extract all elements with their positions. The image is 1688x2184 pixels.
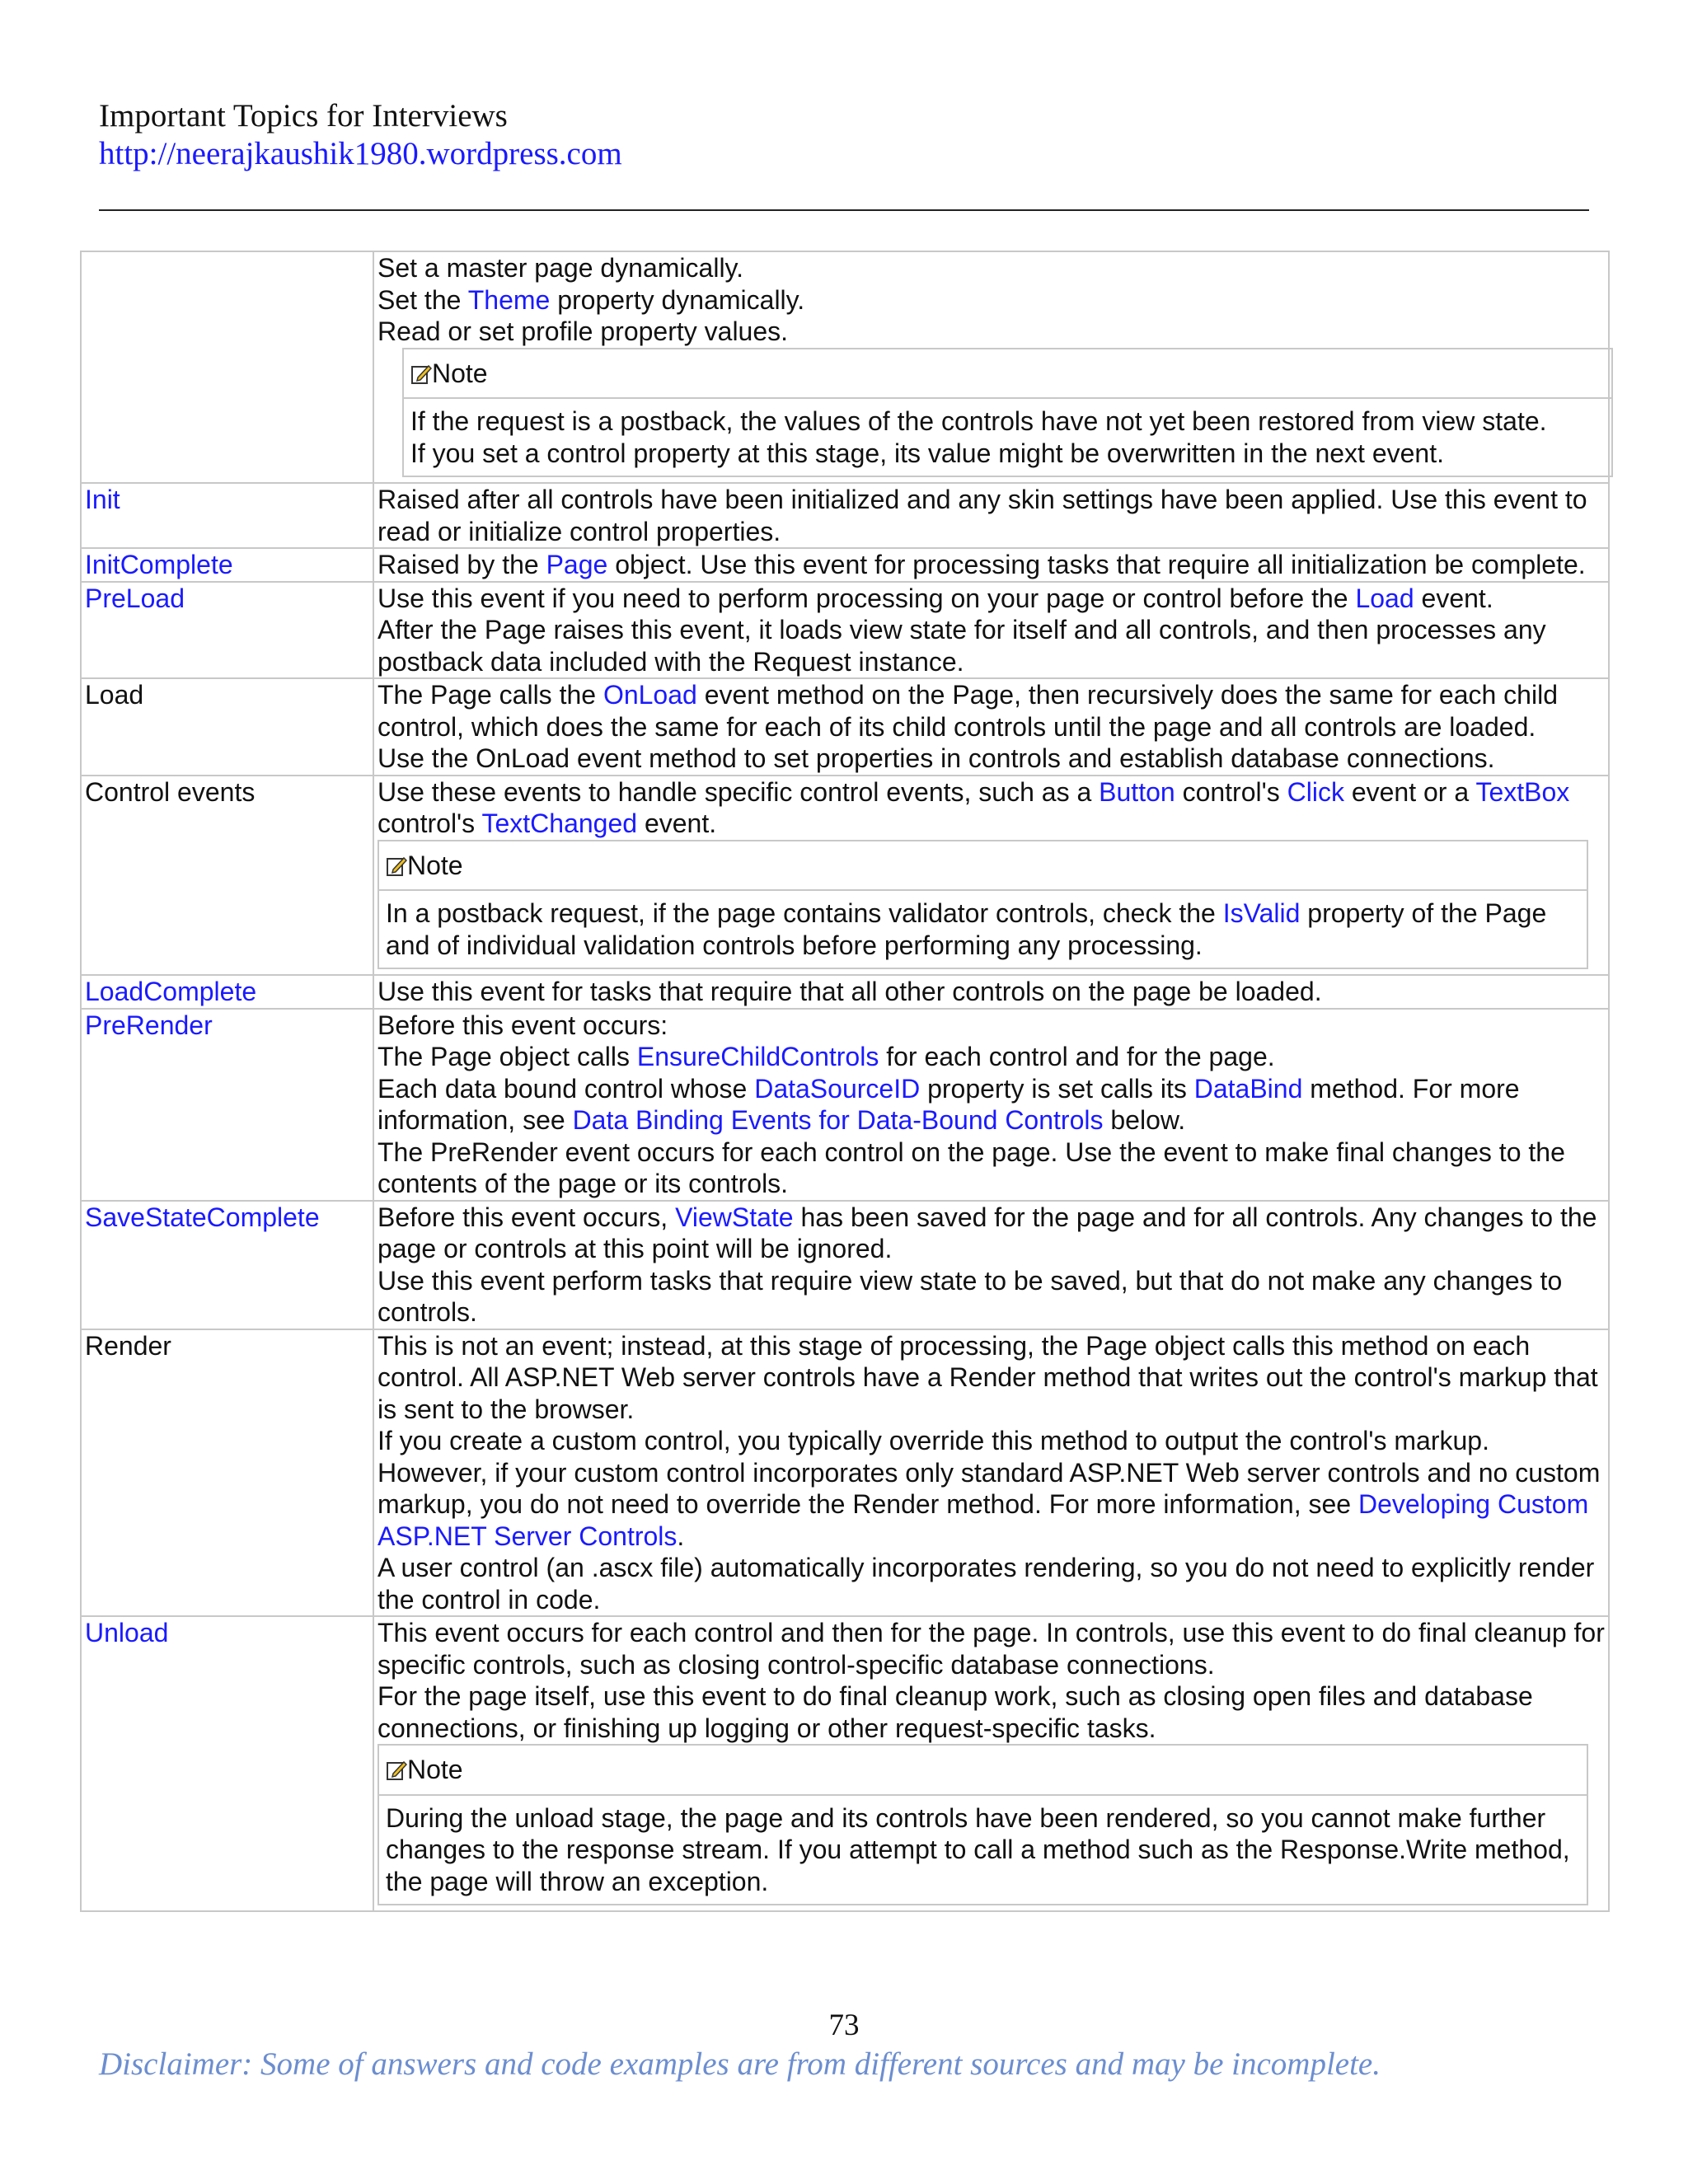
event-desc-cell: Raised after all controls have been initialized and any skin settings have been applied. Use this event to read or initialize control properties. bbox=[373, 483, 1609, 548]
note-body: During the unload stage, the page and its controls have been rendered, so you cannot make further changes to the response stream. If you attempt to call a method such as the Response.Write method, the page will throw an exception. bbox=[378, 1795, 1587, 1905]
note-body: In a postback request, if the page contains validator controls, check the IsValid property of the Page and of individual validation controls before performing any processing. bbox=[378, 890, 1587, 968]
event-desc-cell: This is not an event; instead, at this stage of processing, the Page object calls this method on each control. All ASP.NET Web server controls have a Render method that writes out the control's markup that is sent to the browser. If you create a custom control, you typically override this method to output the control's markup. However, if your custom control incorporates only standard ASP.NET Web server controls and no custom markup, you do not need to override the Render method. For more information, see Developing Custom ASP.NET Server Controls. A user control (an .ascx file) automatically incorporates rendering, so you do not need to explicitly render the control in code. bbox=[373, 1329, 1609, 1617]
table-row bbox=[81, 548, 1609, 582]
event-desc-cell: Before this event occurs: The Page object calls EnsureChildControls for each control and for the page. Each data bound control whose DataSourceID property is set calls its DataBind method. For more information, see Data Binding Events for Data-Bound Controls below. The PreRender event occurs for each control on the page. Use the event to make final changes to the contents of the page or its controls. bbox=[373, 1009, 1609, 1201]
note-pencil-icon bbox=[410, 363, 432, 385]
onload-link[interactable]: OnLoad bbox=[603, 680, 697, 710]
event-desc-cell: The Page calls the OnLoad event method on the Page, then recursively does the same for each child control, which does the same for each of its child controls until the page and all controls are loaded. Use the OnLoad event method to set properties in controls and establish database connections. bbox=[373, 678, 1609, 776]
button-link[interactable]: Button bbox=[1099, 776, 1175, 807]
event-name-cell bbox=[81, 251, 373, 483]
table-row bbox=[81, 1009, 1609, 1201]
event-desc-cell: Before this event occurs, ViewState has been saved for the page and for all controls. Any changes to the page or controls at this point will be ignored. Use this event perform tasks that require view state to be saved, but that do not make any changes to controls. bbox=[373, 1201, 1609, 1329]
page-link[interactable]: Page bbox=[546, 550, 608, 579]
note-header: Note bbox=[378, 841, 1587, 891]
developing-custom-controls-link[interactable]: Developing Custom ASP.NET Server Controls bbox=[377, 1489, 1589, 1551]
table-row bbox=[81, 1329, 1609, 1617]
table-row bbox=[81, 776, 1609, 976]
event-link-init[interactable]: Init bbox=[85, 485, 120, 514]
databind-link[interactable]: DataBind bbox=[1193, 1073, 1303, 1104]
load-link[interactable]: Load bbox=[1355, 583, 1414, 613]
event-desc-cell: Use this event for tasks that require that all other controls on the page be loaded. bbox=[373, 975, 1609, 1009]
table-row bbox=[81, 582, 1609, 679]
table-row bbox=[81, 678, 1609, 776]
note-box bbox=[377, 840, 1588, 970]
datasourceid-link[interactable]: DataSourceID bbox=[754, 1073, 921, 1104]
note-pencil-icon bbox=[386, 855, 407, 877]
page-header bbox=[99, 97, 622, 173]
event-desc-cell: Raised by the Page object. Use this event for processing tasks that require all initialization be complete. bbox=[373, 548, 1609, 582]
desc-line: Set a master page dynamically. bbox=[377, 253, 744, 283]
page-number: 73 bbox=[828, 2008, 860, 2042]
disclaimer: Disclaimer: Some of answers and code examples are from different sources and may be incomplete. bbox=[99, 2046, 1381, 2082]
isvalid-link[interactable]: IsValid bbox=[1222, 898, 1301, 928]
event-desc-cell: This event occurs for each control and then for the page. In controls, use this event to do final cleanup for specific controls, such as closing control-specific database connections. For the page itself, use this event to do final cleanup work, such as closing open files and database connections, or finishing up logging or other request-specific tasks. Note During the unload stage, the page and its controls have been rendered, so you cannot make further changes to the response stream. If you attempt to call a method such as the Response.Write method, the page will throw an exception. bbox=[373, 1616, 1609, 1911]
theme-link[interactable]: Theme bbox=[467, 284, 551, 315]
note-header: Note bbox=[403, 349, 1612, 399]
event-link-loadcomplete[interactable]: LoadComplete bbox=[85, 977, 257, 1006]
viewstate-link[interactable]: ViewState bbox=[675, 1202, 794, 1232]
table-row bbox=[81, 1201, 1609, 1329]
click-link[interactable]: Click bbox=[1287, 776, 1344, 807]
ensurechildcontrols-link[interactable]: EnsureChildControls bbox=[636, 1042, 879, 1071]
table-row bbox=[81, 1616, 1609, 1911]
desc-line: Set the Theme property dynamically. bbox=[377, 284, 805, 315]
textbox-link[interactable]: TextBox bbox=[1475, 776, 1570, 807]
header-title: Important Topics for Interviews bbox=[99, 98, 508, 134]
event-desc-cell: Use these events to handle specific control events, such as a Button control's Click event or a TextBox control's TextChanged event. Note In a postback request, if the page contains validator controls, check the IsValid property of the Page and of individual validation controls before performing any processing. bbox=[373, 776, 1609, 976]
table-row bbox=[81, 251, 1609, 483]
event-link-savestatecomplete[interactable]: SaveStateComplete bbox=[85, 1202, 320, 1232]
event-link-unload[interactable]: Unload bbox=[85, 1618, 169, 1647]
page-events-table bbox=[80, 251, 1610, 1912]
note-box bbox=[402, 348, 1613, 478]
table-row bbox=[81, 975, 1609, 1009]
desc-line: Read or set profile property values. bbox=[377, 316, 789, 346]
note-box bbox=[377, 1744, 1588, 1905]
header-url-link[interactable]: http://neerajkaushik1980.wordpress.com bbox=[99, 136, 622, 171]
textchanged-link[interactable]: TextChanged bbox=[481, 808, 638, 838]
event-link-preload[interactable]: PreLoad bbox=[85, 583, 185, 613]
event-desc-cell bbox=[373, 251, 1609, 483]
event-desc-cell: Use this event if you need to perform processing on your page or control before the Load event. After the Page raises this event, it loads view state for itself and all controls, and then processes any postback data included with the Request instance. bbox=[373, 582, 1609, 679]
data-binding-events-link[interactable]: Data Binding Events for Data-Bound Controls bbox=[572, 1105, 1104, 1135]
event-name-load: Load bbox=[81, 678, 373, 776]
event-name-render: Render bbox=[81, 1329, 373, 1617]
header-rule bbox=[99, 209, 1589, 211]
note-pencil-icon bbox=[386, 1760, 407, 1781]
note-body: If the request is a postback, the values of the controls have not yet been restored from view state. If you set a control property at this stage, its value might be overwritten in the next event. bbox=[403, 398, 1612, 476]
table-row bbox=[81, 483, 1609, 548]
event-link-prerender[interactable]: PreRender bbox=[85, 1010, 213, 1040]
event-name-control-events: Control events bbox=[81, 776, 373, 976]
event-link-initcomplete[interactable]: InitComplete bbox=[85, 550, 233, 579]
note-header: Note bbox=[378, 1745, 1587, 1795]
